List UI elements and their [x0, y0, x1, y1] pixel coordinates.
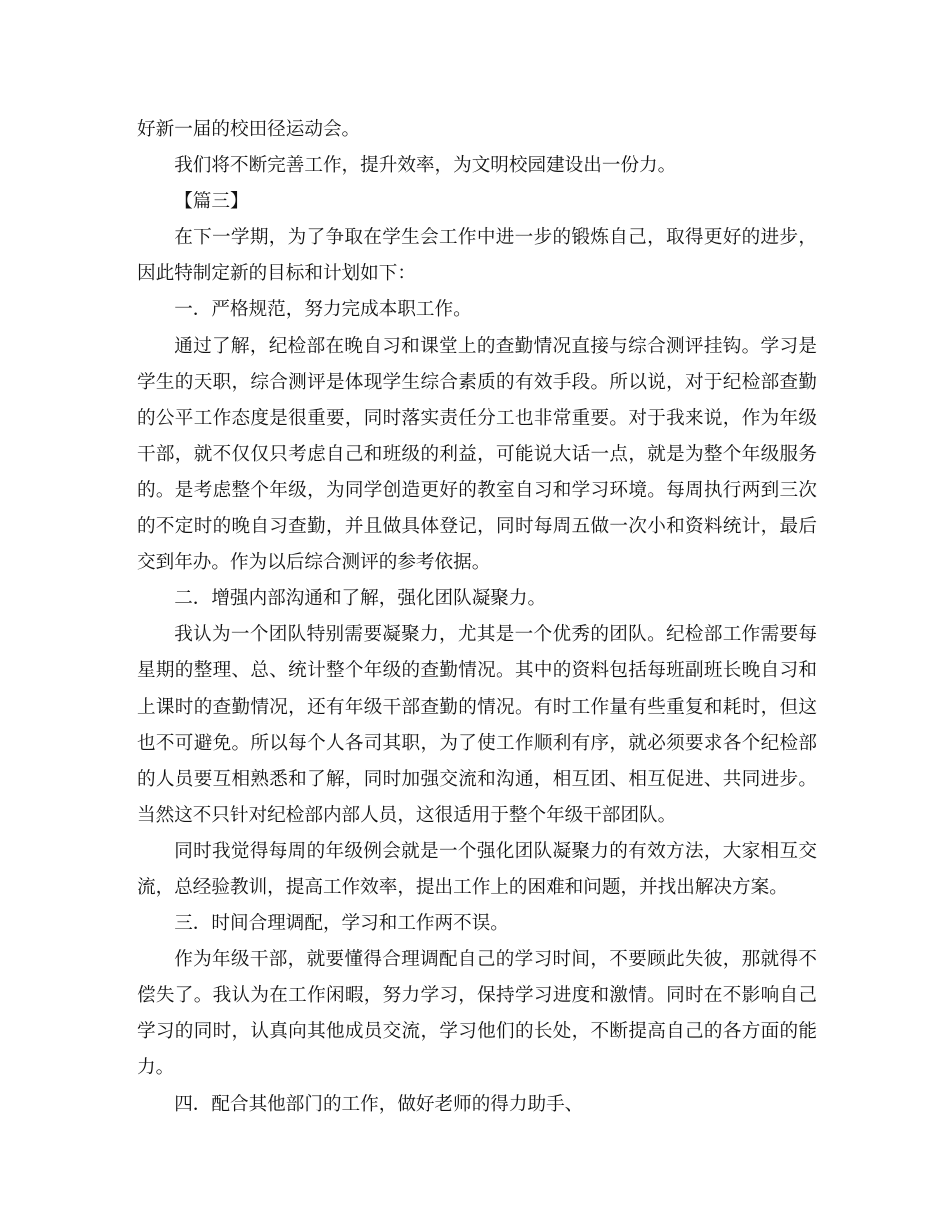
list-heading-3: 三．时间合理调配，学习和工作两不误。 [174, 913, 509, 935]
list-heading-4: 四．配合其他部门的工作，做好老师的得力助手、 [174, 1093, 584, 1115]
paragraph: 通过了解，纪检部在晚自习和课堂上的查勤情况直接与综合测评挂钩。学习是学生的天职，综合测评是体现学生综合素质的有效手段。所以说，对于纪检部查勤的公平工作态度是很重要，同时落实责任分工也非常重要。对于我来说，作为年级干部，就不仅仅只考虑自己和班级的利益，可能说大话一点，就是为整个年级服务的。是考虑整个年级，为同学创造更好的教室自习和学习环境。每周执行两到三次的不定时的晚自习查勤，并且做具体登记，同时每周五做一次小和资料统计，最后交到年办。作为以后综合测评的参考依据。 [137, 335, 817, 574]
document-body [137, 112, 817, 1123]
paragraph: 在下一学期，为了争取在学生会工作中进一步的锻炼自己，取得更好的进步，因此特制定新的目标和计划如下： [137, 227, 817, 285]
section-heading: 【篇三】 [174, 191, 249, 213]
paragraph: 我认为一个团队特别需要凝聚力，尤其是一个优秀的团队。纪检部工作需要每星期的整理、总、统计整个年级的查勤情况。其中的资料包括每班副班长晚自习和上课时的查勤情况，还有年级干部查勤的情况。有时工作量有些重复和耗时，但这也不可避免。所以每个人各司其职，为了使工作顺利有序，就必须要求各个纪检部的人员要互相熟悉和了解，同时加强交流和沟通，相互团、相互促进、共同进步。当然这不只针对纪检部内部人员，这很适用于整个年级干部团队。 [137, 624, 817, 826]
paragraph: 我们将不断完善工作，提升效率，为文明校园建设出一份力。 [174, 155, 677, 177]
paragraph-continuation: 好新一届的校田径运动会。 [137, 119, 361, 140]
paragraph: 同时我觉得每周的年级例会就是一个强化团队凝聚力的有效方法，大家相互交流，总经验教训，提高工作效率，提出工作上的困难和问题，并找出解决方案。 [137, 840, 817, 898]
paragraph: 作为年级干部，就要懂得合理调配自己的学习时间，不要顾此失彼，那就得不偿失了。我认为在工作闲暇，努力学习，保持学习进度和激情。同时在不影响自己学习的同时，认真向其他成员交流，学习他们的长处，不断提高自己的各方面的能力。 [137, 949, 817, 1079]
list-heading-2: 二．增强内部沟通和了解，强化团队凝聚力。 [174, 588, 547, 610]
list-heading-1: 一．严格规范，努力完成本职工作。 [174, 299, 472, 321]
